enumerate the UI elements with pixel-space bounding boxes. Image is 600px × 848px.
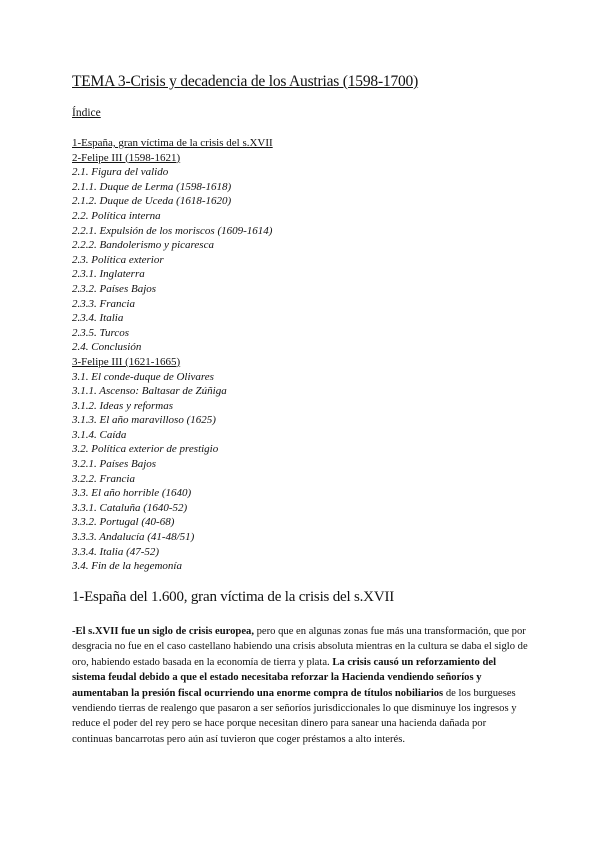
- table-of-contents: [72, 136, 542, 574]
- document-title: TEMA 3-Crisis y decadencia de los Austrias (1598-1700): [72, 73, 419, 90]
- toc-subentry[interactable]: 2.2.1. Expulsión de los moriscos (1609-1614): [72, 224, 273, 237]
- toc-subentry[interactable]: 2.1.1. Duque de Lerma (1598-1618): [72, 180, 232, 193]
- toc-subentry[interactable]: 2.1.2. Duque de Uceda (1618-1620): [72, 195, 232, 208]
- toc-section-entry[interactable]: 1-España, gran víctima de la crisis del s.XVII: [72, 137, 273, 149]
- toc-subentry[interactable]: 3.3. El año horrible (1640): [72, 487, 192, 500]
- toc-subentry[interactable]: 3.2. Política exterior de prestigio: [72, 443, 219, 456]
- toc-subentry[interactable]: 3.1.2. Ideas y reformas: [72, 399, 174, 412]
- toc-subentry[interactable]: 3.1.1. Ascenso: Baltasar de Zúñiga: [72, 385, 227, 398]
- toc-subentry[interactable]: 3.1.4. Caída: [72, 428, 127, 441]
- toc-subentry[interactable]: 2.3.4. Italia: [72, 312, 124, 325]
- toc-subentry[interactable]: 2.2. Política interna: [72, 209, 161, 222]
- text-run: pero que en algunas zonas fue más una transformación, que por desgracia no fue en el caso castellano habiendo una crisis absoluta mientras en la cultura se daba el siglo de oro, habiendo estado basada en la economía de tierra y plata.: [72, 626, 528, 668]
- toc-subentry[interactable]: 3.1.3. El año maravilloso (1625): [72, 414, 216, 427]
- text-run: de los burgueses vendiendo tierras de realengo que pasaron a ser señoríos jurisdiccionales lo que disminuye los ingresos y reduce el poder del rey pero se hace porque necesitan dinero para sanear una hacienda dañada por continuas bancarrotas pero aún así tuvieron que coger préstamos a alto interés.: [72, 687, 517, 745]
- toc-subentry[interactable]: 2.3. Política exterior: [72, 253, 164, 266]
- toc-subentry[interactable]: 3.1. El conde-duque de Olivares: [72, 370, 214, 383]
- toc-subentry[interactable]: 3.2.1. Países Bajos: [72, 458, 157, 471]
- toc-section-entry[interactable]: 3-Felipe III (1621-1665): [72, 355, 181, 368]
- toc-subentry[interactable]: 2.3.3. Francia: [72, 297, 135, 310]
- toc-subentry[interactable]: 3.2.2. Francia: [72, 472, 135, 485]
- toc-subentry[interactable]: 3.3.4. Italia (47-52): [72, 545, 160, 558]
- toc-subentry[interactable]: 2.3.5. Turcos: [72, 326, 130, 339]
- toc-subentry[interactable]: 2.3.1. Inglaterra: [72, 268, 145, 281]
- bold-text-run: -El s.XVII fue un siglo de crisis europea,: [72, 626, 254, 637]
- toc-subentry[interactable]: 2.3.2. Países Bajos: [72, 282, 157, 295]
- index-heading: Índice: [72, 107, 101, 119]
- body-paragraph: [72, 624, 528, 747]
- toc-subentry[interactable]: 2.2.2. Bandolerismo y picaresca: [72, 239, 214, 252]
- toc-section-entry[interactable]: 2-Felipe III (1598-1621): [72, 151, 181, 164]
- toc-subentry[interactable]: 3.3.1. Cataluña (1640-52): [72, 501, 188, 514]
- bold-text-run: La crisis causó un reforzamiento del sistema feudal debido a que el estado necesitaba reforzar la Hacienda vendiendo señoríos y aumentaban la presión fiscal ocurriendo una enorme compra de títulos nobiliarios: [72, 656, 497, 699]
- toc-subentry[interactable]: 3.3.3. Andalucía (41-48/51): [72, 531, 195, 544]
- toc-subentry[interactable]: 3.3.2. Portugal (40-68): [72, 516, 175, 529]
- toc-subentry[interactable]: 3.4. Fin de la hegemonía: [72, 560, 182, 573]
- section-heading: 1-España del 1.600, gran víctima de la crisis del s.XVII: [72, 589, 395, 605]
- toc-subentry[interactable]: 2.4. Conclusión: [72, 341, 142, 354]
- toc-subentry[interactable]: 2.1. Figura del valido: [72, 166, 169, 179]
